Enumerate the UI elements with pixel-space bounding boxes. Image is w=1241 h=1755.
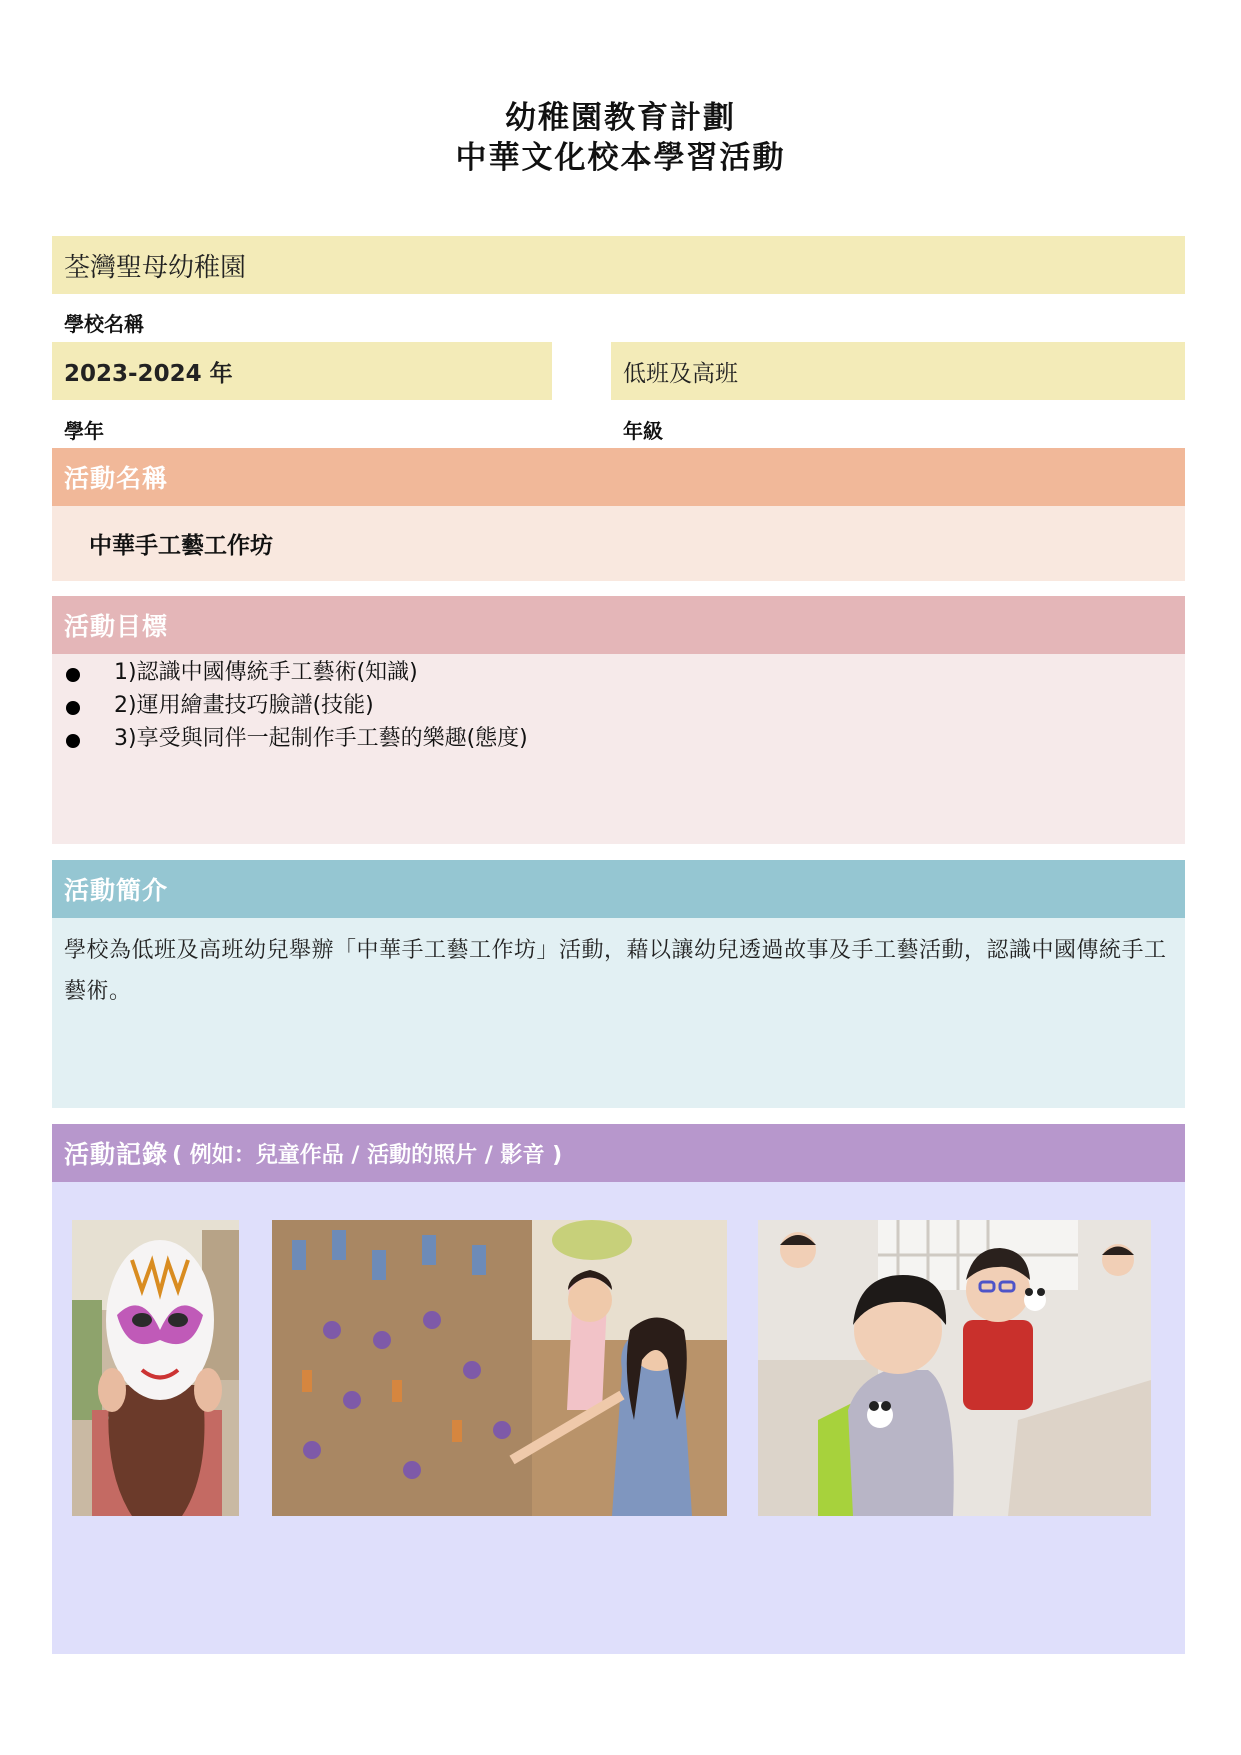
photo-wall-children [272,1220,727,1516]
bullet-icon [66,668,80,682]
objectives-list [52,656,1185,755]
objectives-body [52,654,1185,844]
title-line-1: 幼稚園教育計劃 [505,100,736,136]
school-name-value: 荃灣聖母幼稚園 [64,252,247,283]
introduction-heading: 活動簡介 [64,876,169,905]
introduction-text: 學校為低班及高班幼兒舉辦「中華手工藝工作坊」活動，藉以讓幼兒透過故事及手工藝活動，認識中國傳統手工藝術。 [64,938,1167,1004]
bullet-icon [66,701,80,715]
objectives-heading: 活動目標 [64,612,169,641]
objective-item: 3)享受與同伴一起制作手工藝的樂趣(態度) [52,722,1185,755]
introduction-body [52,918,1185,1108]
activity-name-body [52,506,1185,581]
activity-name-value: 中華手工藝工作坊 [89,533,273,559]
page-title [0,98,1241,178]
school-name-label: 學校名稱 [64,312,144,336]
year-label: 學年 [64,419,104,443]
title-line-2: 中華文化校本學習活動 [455,140,786,176]
photo-mask-child [72,1220,239,1516]
introduction-header [52,860,1185,918]
activity-name-header [52,448,1185,506]
objectives-header [52,596,1185,654]
grade-label: 年級 [623,419,663,443]
year-field [52,342,552,400]
photo-panda-crafts [758,1220,1151,1516]
bullet-icon [66,734,80,748]
grade-field [611,342,1185,400]
records-heading: 活動記錄 [64,1140,169,1169]
grade-value: 低班及高班 [623,360,738,387]
school-name-field [52,236,1185,294]
records-header [52,1124,1185,1182]
records-subheading: ( 例如：兒童作品 / 活動的照片 / 影音 ) [172,1142,563,1168]
objective-item: 1)認識中國傳統手工藝術(知識) [52,656,1185,689]
activity-name-heading: 活動名稱 [64,464,169,493]
year-value: 2023-2024 年 [64,360,233,387]
objective-item: 2)運用繪畫技巧臉譜(技能) [52,689,1185,722]
